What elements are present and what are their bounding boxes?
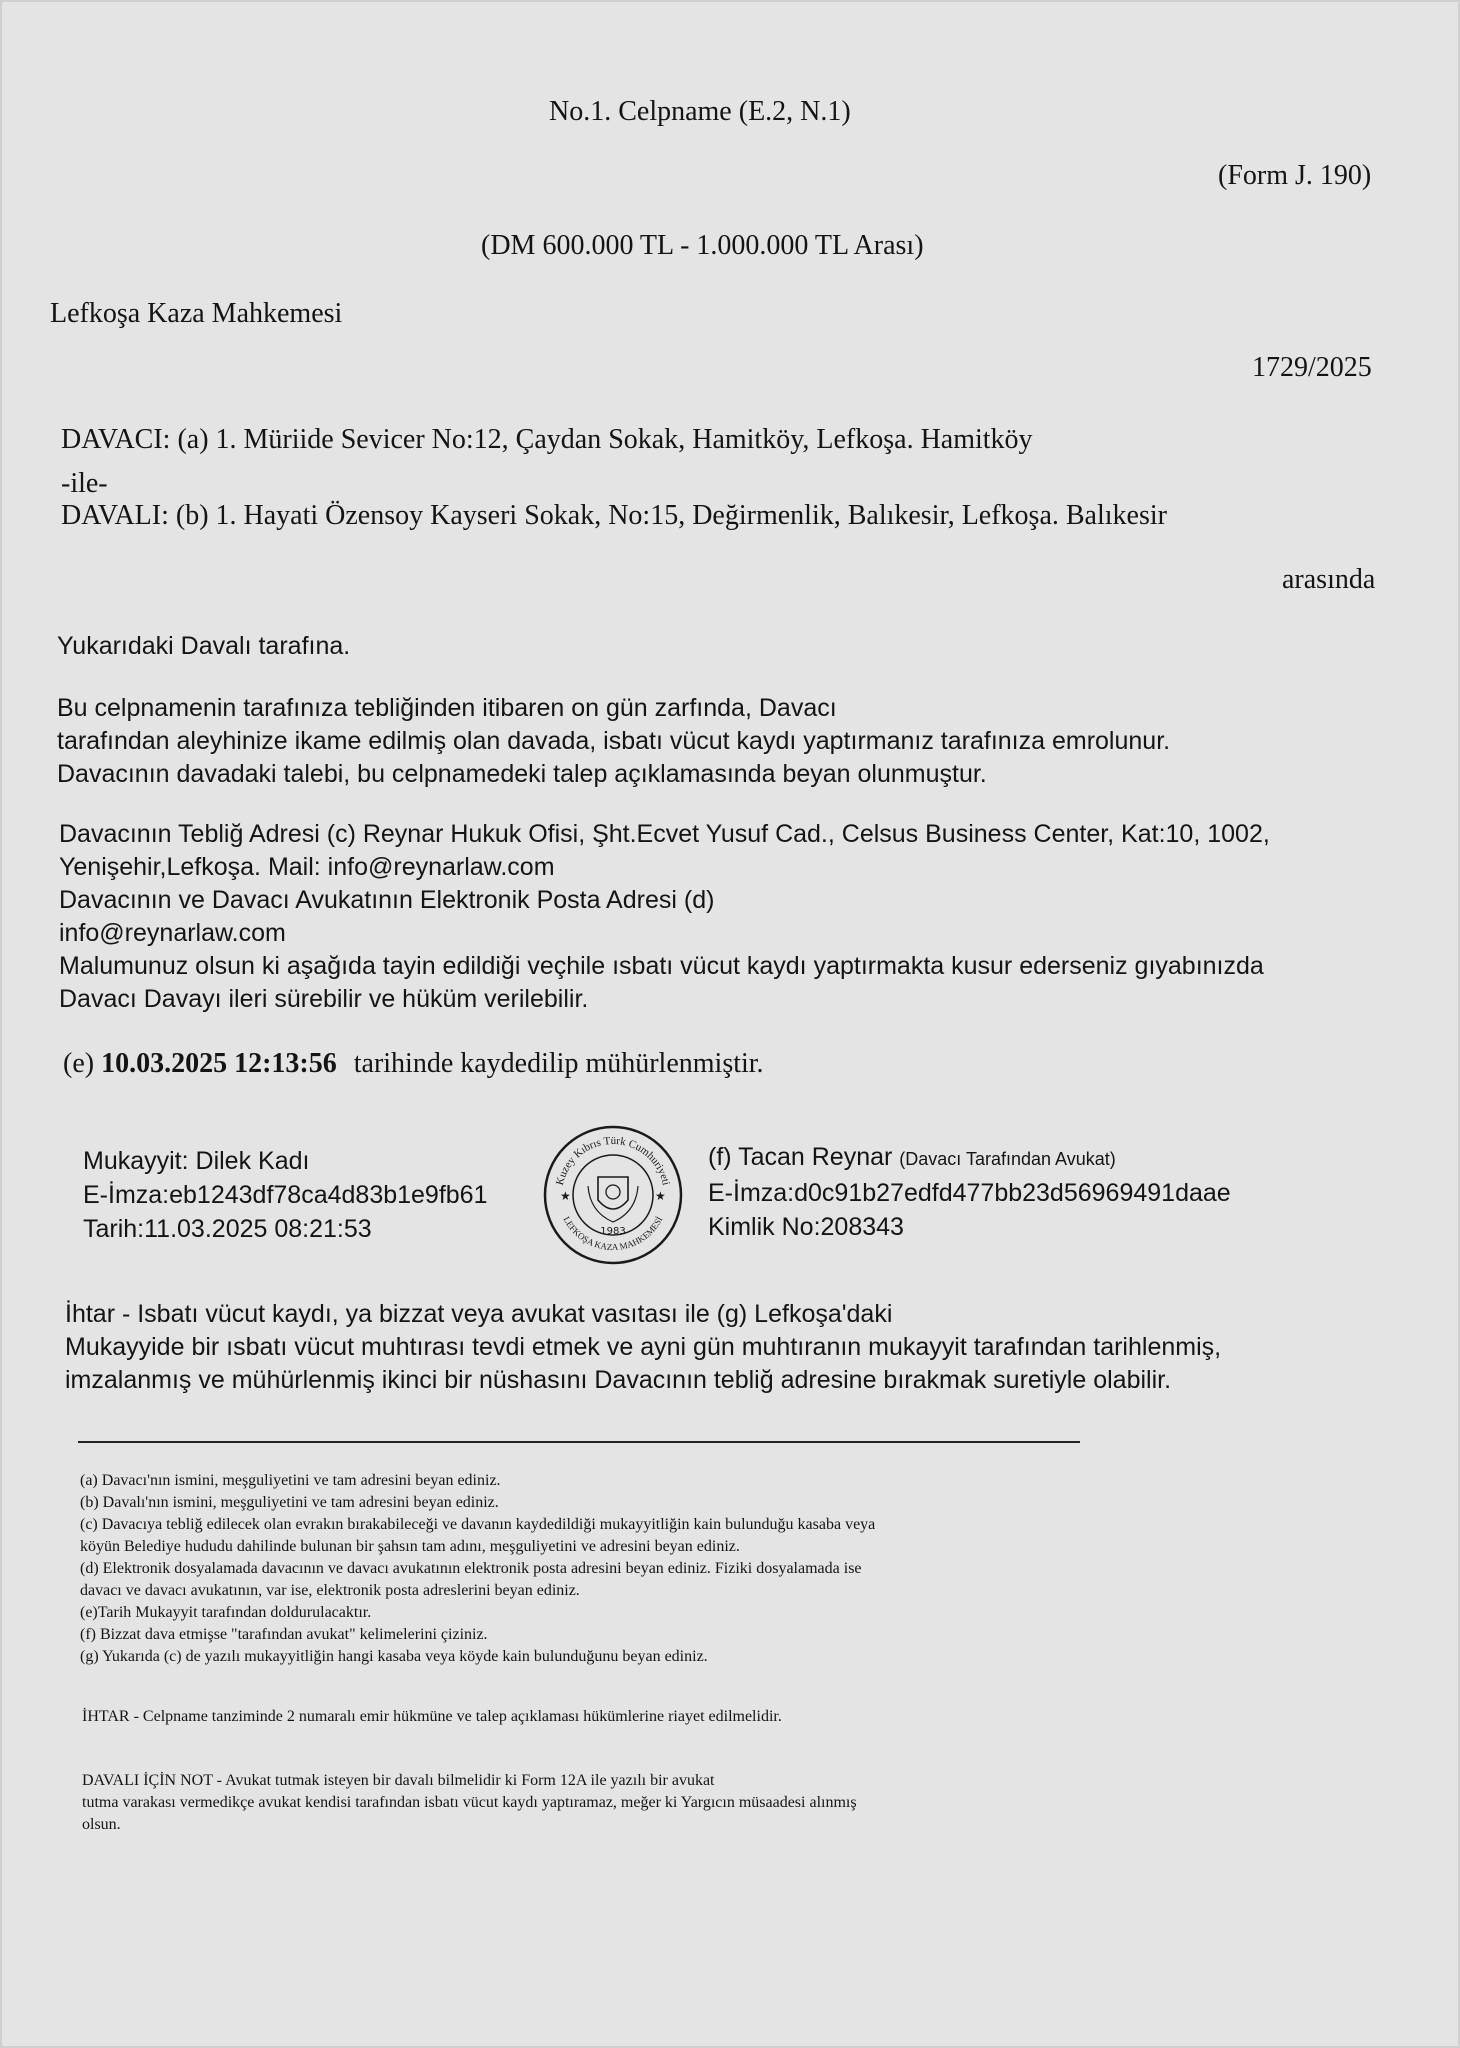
seal-top-text: Kuzey Kıbrıs Türk Cumhuriyeti (553, 1134, 672, 1187)
amount-range: (DM 600.000 TL - 1.000.000 TL Arası) (481, 230, 924, 261)
arasinda-label: arasında (1282, 564, 1376, 595)
paragraph-2-line: Davacının Tebliğ Adresi (c) Reynar Hukuk Ofisi, Şht.Ecvet Yusuf Cad., Celsus Business Center, Kat:10, 1002, (59, 820, 1270, 848)
warning-line: Mukayyide bir ısbatı vücut muhtırası tevdi etmek ve ayni gün muhtıranın mukayyit tarafından tarihlenmiş, (65, 1333, 1222, 1361)
lawyer-block (708, 1140, 1231, 1244)
footnote-item: davacı ve davacı avukatının, var ise, elektronik posta adreslerini beyan ediniz. (80, 1582, 580, 1599)
paragraph-2-line: Davacı Davayı ileri sürebilir ve hüküm verilebilir. (59, 985, 589, 1013)
warning-line: imzalanmış ve mühürlenmiş ikinci bir nüshasını Davacının tebliğ adresine bırakmak suretiyle olabilir. (65, 1366, 1172, 1394)
footnote-item: (g) Yukarıda (c) de yazılı mukayyitliğin hangi kasaba veya köyde kain bulunduğunu beyan ediniz. (80, 1648, 708, 1665)
svg-text:1983: 1983 (600, 1226, 626, 1237)
paragraph-1-line: tarafından aleyhinize ikame edilmiş olan davada, isbatı vücut kaydı yaptırmanız tarafınıza emrolunur. (57, 727, 1171, 755)
court-name: Lefkoşa Kaza Mahkemesi (50, 298, 343, 329)
lawyer-id: Kimlik No:208343 (708, 1213, 904, 1241)
lawyer-signature: E-İmza:d0c91b27edfd477bb23d56969491daae (708, 1179, 1231, 1207)
form-number: (Form J. 190) (1218, 160, 1372, 191)
footnote-divider (78, 1441, 1080, 1443)
registrar-block (83, 1144, 488, 1246)
registrar-date: Tarih:11.03.2025 08:21:53 (83, 1215, 372, 1243)
ihtar-note: İHTAR - Celpname tanziminde 2 numaralı emir hükmüne ve talep açıklaması hükümlerine riayet edilmelidir. (82, 1708, 782, 1725)
warning-paragraph (65, 1298, 1221, 1397)
paragraph-2-line: Yenişehir,Lefkoşa. Mail: info@reynarlaw.com (59, 853, 555, 881)
registrar-signature: E-İmza:eb1243df78ca4d83b1e9fb61 (83, 1181, 488, 1209)
registrar-name: Mukayyit: Dilek Kadı (83, 1147, 310, 1175)
paragraph-2 (59, 818, 1270, 1016)
footnote-item: (e)Tarih Mukayyit tarafından doldurulacaktır. (80, 1604, 372, 1621)
footnote-item: (d) Elektronik dosyalamada davacının ve davacı avukatının elektronik posta adresini beyan ediniz. Fiziki dosyalamada ise (80, 1560, 862, 1577)
davali-note (82, 1770, 857, 1836)
svg-text:★: ★ (560, 1189, 571, 1203)
date-prefix: (e) (63, 1048, 95, 1079)
between-label: -ile- (61, 468, 108, 499)
registration-date-line (63, 1048, 764, 1080)
footnote-item: (b) Davalı'nın ismini, meşguliyetini ve tam adresini beyan ediniz. (80, 1494, 499, 1511)
footnote-item: köyün Belediye hududu dahilinde bulunan bir şahsın tam adını, meşguliyetini ve adresini beyan ediniz. (80, 1538, 740, 1555)
paragraph-1 (57, 692, 1170, 791)
svg-text:★: ★ (655, 1189, 666, 1203)
paragraph-1-line: Davacının davadaki talebi, bu celpnamedeki talep açıklamasında beyan olunmuştur. (57, 760, 987, 788)
seal-bottom-text: LEFKOŞA KAZA MAHKEMESİ (561, 1214, 665, 1253)
svg-text:Kuzey Kıbrıs Türk Cumhuriyeti (554, 1135, 672, 1187)
court-seal-icon (540, 1122, 686, 1268)
registration-date: 10.03.2025 12:13:56 (101, 1048, 337, 1079)
salutation: Yukarıdaki Davalı tarafına. (57, 632, 351, 660)
davali-note-line: DAVALI İÇİN NOT - Avukat tutmak isteyen bir davalı bilmelidir ki Form 12A ile yazılı bir avukat (82, 1772, 715, 1789)
case-number: 1729/2025 (1252, 352, 1372, 383)
document-title: No.1. Celpname (E.2, N.1) (549, 96, 851, 127)
paragraph-2-line: info@reynarlaw.com (59, 919, 286, 947)
footnotes (80, 1470, 875, 1668)
davali-note-line: olsun. (82, 1816, 121, 1833)
defendant-line: DAVALI: (b) 1. Hayati Özensoy Kayseri Sokak, No:15, Değirmenlik, Balıkesir, Lefkoşa. Balıkesir (61, 500, 1167, 531)
paragraph-1-line: Bu celpnamenin tarafınıza tebliğinden itibaren on gün zarfında, Davacı (57, 694, 837, 722)
paragraph-2-line: Malumunuz olsun ki aşağıda tayin edildiği veçhile ısbatı vücut kaydı yaptırmakta kusur ederseniz gıyabınızda (59, 952, 1264, 980)
footnote-item: (c) Davacıya tebliğ edilecek olan evrakın bırakabileceği ve davanın kaydedildiği mukayyitliğin kain bulunduğu kasaba veya (80, 1516, 876, 1533)
lawyer-role: (Davacı Tarafından Avukat) (899, 1149, 1116, 1169)
davali-note-line: tutma varakası vermedikçe avukat kendisi tarafından isbatı vücut kaydı yaptıramaz, meğer ki Yargıcın müsaadesi alınmış (82, 1794, 857, 1811)
footnote-item: (f) Bizzat dava etmişse "tarafından avukat" kelimelerini çiziniz. (80, 1626, 488, 1643)
warning-line: İhtar - Isbatı vücut kaydı, ya bizzat veya avukat vasıtası ile (g) Lefkoşa'daki (65, 1300, 893, 1328)
date-suffix: tarihinde kaydedilip mühürlenmiştir. (353, 1048, 764, 1079)
footnote-item: (a) Davacı'nın ismini, meşguliyetini ve tam adresini beyan ediniz. (80, 1472, 501, 1489)
paragraph-2-line: Davacının ve Davacı Avukatının Elektronik Posta Adresi (d) (59, 886, 715, 914)
lawyer-name: (f) Tacan Reynar (708, 1143, 893, 1171)
plaintiff-line: DAVACI: (a) 1. Müriide Sevicer No:12, Çaydan Sokak, Hamitköy, Lefkoşa. Hamitköy (61, 424, 1033, 455)
